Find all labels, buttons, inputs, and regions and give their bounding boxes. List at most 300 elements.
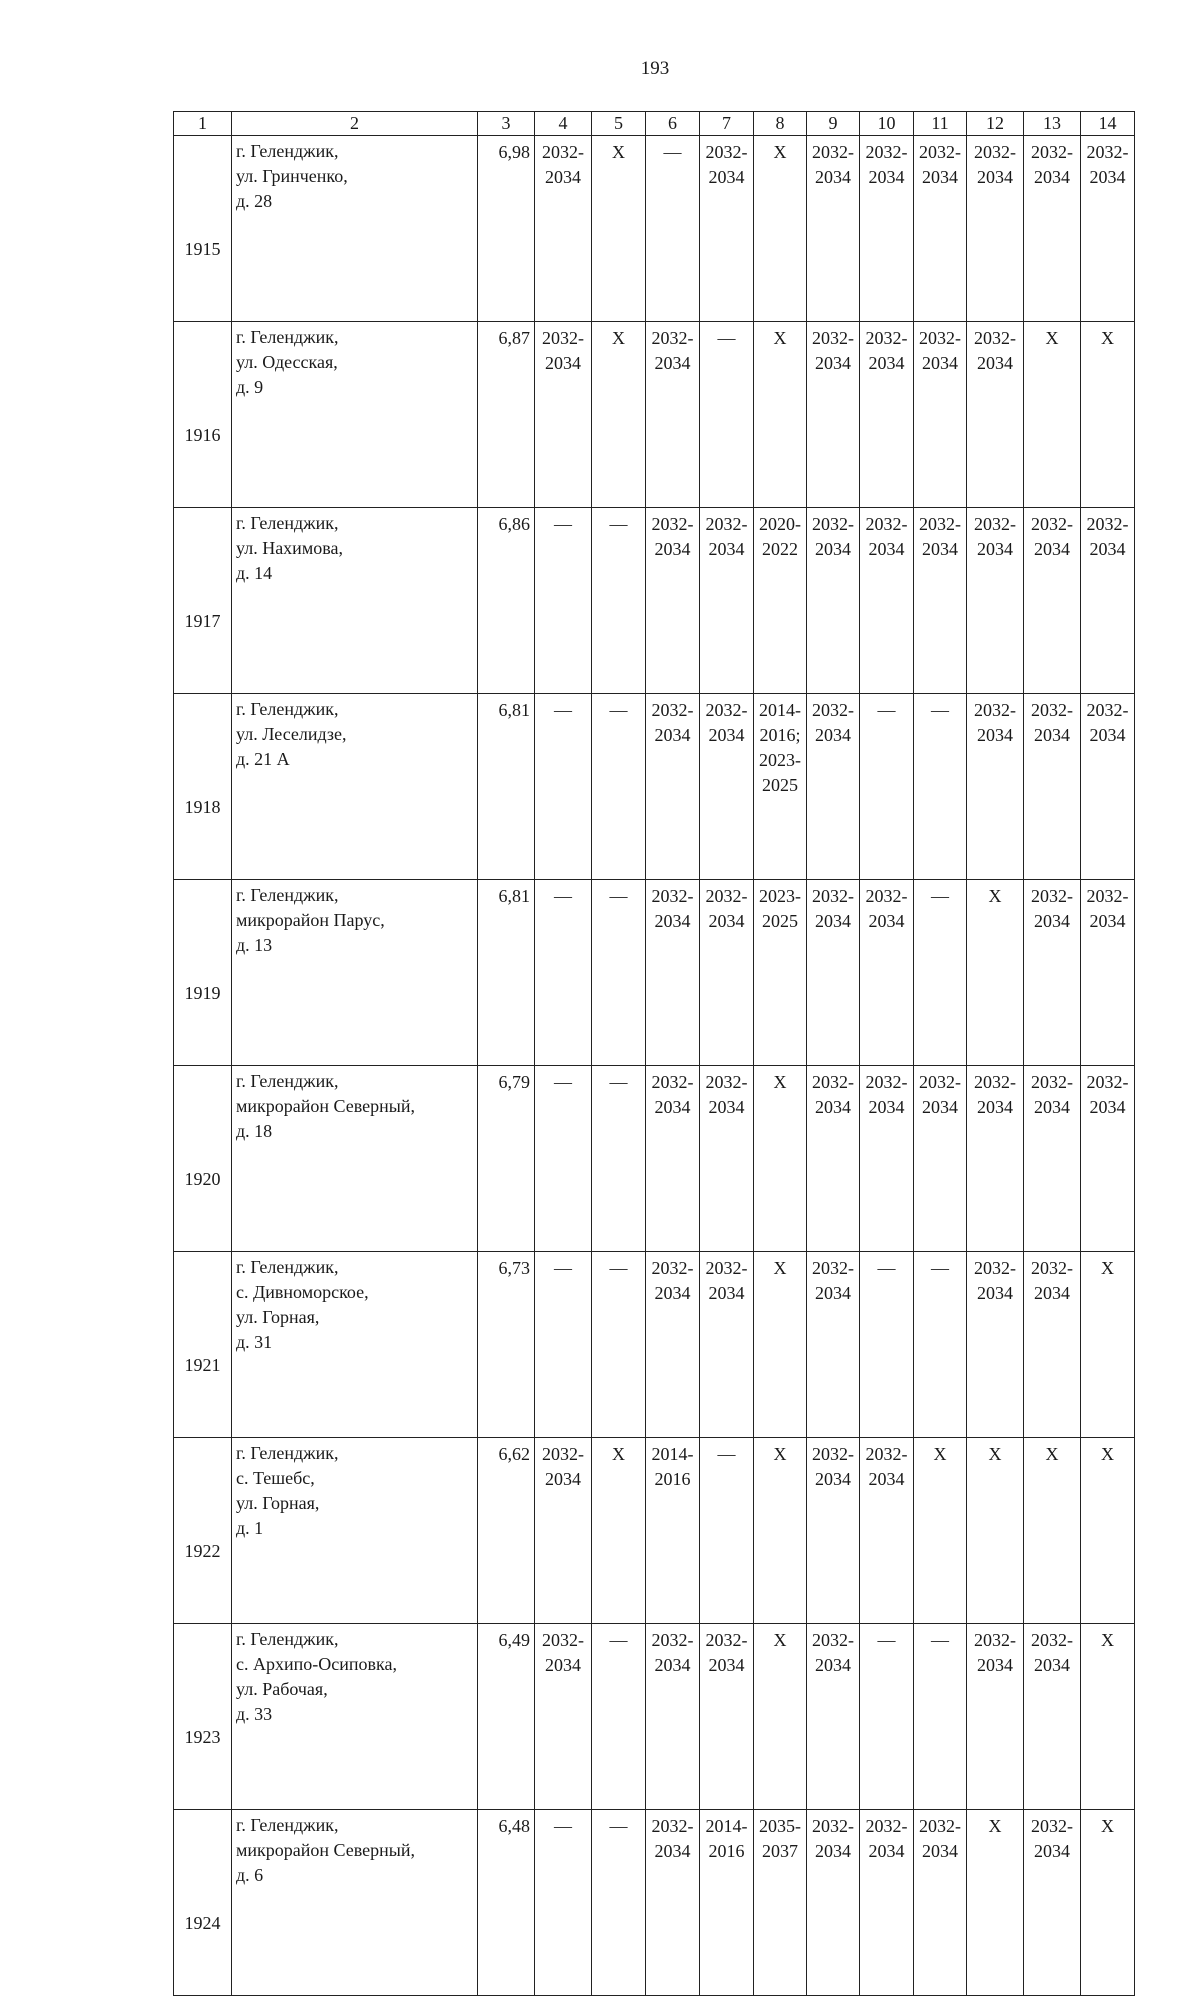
period-cell — [860, 1624, 914, 1810]
period-text: 2023- — [759, 886, 801, 906]
period-cell — [807, 322, 860, 508]
period-text: 2034 — [815, 1841, 851, 1861]
period-cell — [914, 1438, 967, 1624]
period-text: 2034 — [654, 1097, 691, 1117]
period-text: 2034 — [977, 539, 1013, 559]
value-cell: 6,62 — [478, 1438, 535, 1624]
period-cell — [914, 1810, 967, 1996]
period-text: 2034 — [654, 1655, 691, 1675]
period-cell — [700, 1624, 754, 1810]
period-text: X — [1101, 1258, 1114, 1278]
period-cell — [967, 1624, 1024, 1810]
period-text: — — [717, 328, 736, 348]
period-text: 2034 — [654, 539, 691, 559]
address-line: г. Геленджик, — [236, 1815, 339, 1835]
period-text: 2032- — [705, 1072, 748, 1092]
period-cell — [592, 1810, 646, 1996]
address-line: г. Геленджик, — [236, 699, 339, 719]
period-text: 2032- — [1086, 1072, 1129, 1092]
period-cell — [535, 136, 592, 322]
period-text: 2032- — [919, 1816, 961, 1836]
period-text: 2032- — [812, 886, 854, 906]
address-line: г. Геленджик, — [236, 1071, 339, 1091]
period-text: 2034 — [708, 167, 745, 187]
period-cell — [592, 880, 646, 1066]
period-cell — [860, 1438, 914, 1624]
period-text: 2034 — [1034, 1841, 1070, 1861]
period-text: X — [773, 1258, 787, 1278]
period-text: 2034 — [815, 539, 851, 559]
address-cell — [232, 1438, 478, 1624]
period-text: 2032- — [651, 1630, 694, 1650]
value-cell: 6,81 — [478, 880, 535, 1066]
period-text: 2034 — [708, 1283, 745, 1303]
period-text: 2034 — [922, 167, 958, 187]
period-text: — — [554, 1258, 572, 1278]
period-text: 2032- — [705, 886, 748, 906]
period-cell — [807, 1252, 860, 1438]
period-cell — [700, 694, 754, 880]
period-cell — [1024, 508, 1081, 694]
period-cell — [1081, 322, 1135, 508]
period-cell — [1024, 136, 1081, 322]
column-header-5: 5 — [592, 112, 646, 136]
period-text: 2032- — [651, 1072, 694, 1092]
period-cell — [807, 1624, 860, 1810]
column-header-7: 7 — [700, 112, 754, 136]
period-cell — [1081, 1624, 1135, 1810]
period-cell — [700, 322, 754, 508]
address-line: г. Геленджик, — [236, 1257, 339, 1277]
period-text: 2032- — [974, 700, 1016, 720]
value-cell: 6,86 — [478, 508, 535, 694]
period-cell — [860, 136, 914, 322]
period-text: 2032- — [812, 514, 854, 534]
address-line: ул. Горная, — [236, 1493, 320, 1513]
period-text: — — [554, 514, 572, 534]
period-text: 2032- — [1031, 700, 1073, 720]
period-text: 2032- — [542, 328, 584, 348]
period-text: X — [612, 328, 625, 348]
address-line: г. Геленджик, — [236, 513, 339, 533]
period-text: 2034 — [1034, 539, 1070, 559]
period-cell — [860, 1066, 914, 1252]
period-cell — [646, 1066, 700, 1252]
address-line: с. Тешебс, — [236, 1468, 315, 1488]
period-cell — [646, 322, 700, 508]
period-text: 2016 — [708, 1841, 745, 1861]
period-cell — [700, 1438, 754, 1624]
row-number: 1919 — [174, 880, 232, 1066]
table-row — [174, 1438, 1135, 1624]
period-text: 2034 — [1089, 1097, 1126, 1117]
period-text: X — [773, 328, 787, 348]
period-cell — [646, 508, 700, 694]
period-text: X — [612, 1444, 625, 1464]
period-text: 2032- — [1086, 700, 1129, 720]
period-cell — [700, 136, 754, 322]
table-row — [174, 1252, 1135, 1438]
period-text: 2034 — [815, 1655, 851, 1675]
period-cell — [860, 880, 914, 1066]
address-cell — [232, 1066, 478, 1252]
period-cell — [860, 1252, 914, 1438]
value-cell: 6,73 — [478, 1252, 535, 1438]
period-text: 2034 — [708, 1655, 745, 1675]
value-cell: 6,79 — [478, 1066, 535, 1252]
period-cell — [646, 1252, 700, 1438]
period-text: — — [609, 1630, 628, 1650]
period-text: X — [988, 1816, 1002, 1836]
value-cell: 6,81 — [478, 694, 535, 880]
period-text: 2034 — [977, 725, 1013, 745]
row-number: 1921 — [174, 1252, 232, 1438]
period-text: 2034 — [868, 911, 905, 931]
period-text: 2035- — [759, 1816, 801, 1836]
period-cell — [1081, 1252, 1135, 1438]
period-cell — [754, 1624, 807, 1810]
period-cell — [592, 694, 646, 880]
period-text: 2034 — [868, 539, 905, 559]
address-line: ул. Леселидзе, — [236, 724, 347, 744]
period-cell — [914, 1252, 967, 1438]
column-header-12: 12 — [967, 112, 1024, 136]
period-text: 2037 — [762, 1841, 798, 1861]
table-row — [174, 322, 1135, 508]
column-header-6: 6 — [646, 112, 700, 136]
period-cell — [754, 322, 807, 508]
address-line: ул. Нахимова, — [236, 538, 343, 558]
address-line: д. 9 — [236, 377, 264, 397]
table-row — [174, 880, 1135, 1066]
period-text: 2032- — [974, 142, 1016, 162]
address-line: микрорайон Северный, — [236, 1840, 415, 1860]
period-cell — [860, 694, 914, 880]
address-line: г. Геленджик, — [236, 885, 339, 905]
period-text: 2032- — [705, 1258, 748, 1278]
period-cell — [967, 1066, 1024, 1252]
period-cell — [914, 322, 967, 508]
period-text: 2032- — [812, 1816, 854, 1836]
period-text: 2034 — [922, 1097, 958, 1117]
period-cell — [592, 136, 646, 322]
period-cell — [807, 694, 860, 880]
address-line: микрорайон Парус, — [236, 910, 385, 930]
period-text: 2032- — [1031, 886, 1073, 906]
period-cell — [914, 1066, 967, 1252]
row-number: 1923 — [174, 1624, 232, 1810]
period-cell — [754, 508, 807, 694]
period-cell — [807, 136, 860, 322]
address-line: д. 18 — [236, 1121, 273, 1141]
period-text: 2032- — [865, 886, 908, 906]
period-text: 2032- — [542, 1630, 584, 1650]
period-text: 2032- — [651, 514, 694, 534]
period-cell — [535, 508, 592, 694]
period-text: — — [931, 886, 949, 906]
period-text: 2034 — [1089, 167, 1126, 187]
period-cell — [914, 136, 967, 322]
period-cell — [592, 1624, 646, 1810]
period-text: 2034 — [654, 911, 691, 931]
period-cell — [754, 1066, 807, 1252]
address-line: ул. Горная, — [236, 1307, 320, 1327]
period-cell — [807, 1066, 860, 1252]
period-text: 2034 — [545, 1655, 581, 1675]
period-cell — [1081, 1438, 1135, 1624]
period-text: 2023- — [759, 750, 801, 770]
column-header-8: 8 — [754, 112, 807, 136]
row-number: 1920 — [174, 1066, 232, 1252]
row-number: 1916 — [174, 322, 232, 508]
period-cell — [700, 880, 754, 1066]
period-text: 2034 — [868, 353, 905, 373]
period-text: 2032- — [812, 700, 854, 720]
period-text: 2032- — [865, 328, 908, 348]
period-text: 2032- — [1031, 514, 1073, 534]
address-line: д. 33 — [236, 1704, 273, 1724]
period-text: 2034 — [708, 539, 745, 559]
period-text: 2034 — [815, 353, 851, 373]
period-cell — [592, 1438, 646, 1624]
period-cell — [592, 322, 646, 508]
period-text: 2032- — [974, 1072, 1016, 1092]
address-line: д. 28 — [236, 191, 273, 211]
period-text: X — [1101, 1444, 1114, 1464]
period-text: 2032- — [919, 328, 961, 348]
period-text: 2025 — [762, 775, 798, 795]
period-text: 2032- — [705, 142, 748, 162]
period-text: 2034 — [654, 725, 691, 745]
address-line: г. Геленджик, — [236, 1443, 339, 1463]
address-line: ул. Гринченко, — [236, 166, 348, 186]
period-cell — [592, 508, 646, 694]
address-cell — [232, 1810, 478, 1996]
period-text: 2032- — [974, 328, 1016, 348]
period-text: 2034 — [708, 1097, 745, 1117]
period-cell — [754, 1252, 807, 1438]
period-cell — [1024, 880, 1081, 1066]
data-table — [173, 111, 1135, 1996]
period-text: — — [554, 886, 572, 906]
period-text: 2034 — [868, 1097, 905, 1117]
period-cell — [1081, 1066, 1135, 1252]
period-cell — [967, 694, 1024, 880]
period-cell — [1024, 1810, 1081, 1996]
period-cell — [535, 1438, 592, 1624]
period-cell — [1024, 1252, 1081, 1438]
period-text: 2034 — [868, 1841, 905, 1861]
period-text: 2034 — [977, 1097, 1013, 1117]
address-line: с. Архипо-Осиповка, — [236, 1654, 397, 1674]
period-cell — [967, 1810, 1024, 1996]
period-cell — [646, 1624, 700, 1810]
period-cell — [967, 880, 1024, 1066]
period-cell — [1081, 508, 1135, 694]
period-text: X — [773, 1630, 787, 1650]
period-text: 2025 — [762, 911, 798, 931]
period-cell — [914, 694, 967, 880]
period-cell — [754, 1438, 807, 1624]
column-header-4: 4 — [535, 112, 592, 136]
period-text: — — [877, 1258, 896, 1278]
period-text: — — [931, 1630, 949, 1650]
period-text: 2034 — [1034, 1283, 1070, 1303]
period-text: 2032- — [1031, 1258, 1073, 1278]
row-number: 1922 — [174, 1438, 232, 1624]
period-cell — [1024, 1438, 1081, 1624]
period-text: — — [931, 1258, 949, 1278]
table-row — [174, 508, 1135, 694]
period-text: — — [609, 700, 628, 720]
period-text: 2034 — [545, 353, 581, 373]
address-cell — [232, 1252, 478, 1438]
period-text: 2034 — [977, 353, 1013, 373]
period-text: 2034 — [545, 1469, 581, 1489]
period-cell — [700, 508, 754, 694]
address-line: г. Геленджик, — [236, 1629, 339, 1649]
column-header-9: 9 — [807, 112, 860, 136]
period-cell — [700, 1252, 754, 1438]
row-number: 1918 — [174, 694, 232, 880]
period-text: 2032- — [1086, 142, 1129, 162]
header-row — [174, 112, 1135, 136]
period-text: 2034 — [868, 167, 905, 187]
table-row — [174, 1810, 1135, 1996]
period-text: 2032- — [1031, 1816, 1073, 1836]
period-cell — [1024, 1066, 1081, 1252]
period-text: — — [609, 514, 628, 534]
period-text: 2032- — [865, 142, 908, 162]
period-cell — [535, 1624, 592, 1810]
period-text: 2032- — [542, 1444, 584, 1464]
period-cell — [646, 1438, 700, 1624]
row-number: 1915 — [174, 136, 232, 322]
period-text: 2032- — [919, 142, 961, 162]
address-line: д. 1 — [236, 1518, 264, 1538]
address-line: микрорайон Северный, — [236, 1096, 415, 1116]
period-cell — [1024, 322, 1081, 508]
address-line: г. Геленджик, — [236, 327, 339, 347]
period-cell — [807, 508, 860, 694]
period-text: 2034 — [1089, 725, 1126, 745]
period-text: 2032- — [705, 1630, 748, 1650]
period-text: 2034 — [1034, 725, 1070, 745]
period-cell — [1024, 1624, 1081, 1810]
period-text: 2034 — [1034, 1655, 1070, 1675]
period-text: 2032- — [1086, 514, 1129, 534]
period-text: 2014- — [759, 700, 801, 720]
period-text: 2016 — [654, 1469, 691, 1489]
period-text: 2032- — [812, 1072, 854, 1092]
period-cell — [967, 1252, 1024, 1438]
period-cell — [700, 1810, 754, 1996]
period-text: 2032- — [812, 1444, 854, 1464]
period-text: — — [663, 142, 682, 162]
period-text: — — [554, 1816, 572, 1836]
period-text: X — [773, 1444, 787, 1464]
address-cell — [232, 694, 478, 880]
period-text: 2034 — [922, 353, 958, 373]
period-text: — — [609, 886, 628, 906]
table-row — [174, 136, 1135, 322]
period-cell — [860, 322, 914, 508]
period-cell — [1081, 136, 1135, 322]
row-number: 1917 — [174, 508, 232, 694]
period-text: 2034 — [977, 1283, 1013, 1303]
period-cell — [592, 1066, 646, 1252]
table-row — [174, 1624, 1135, 1810]
period-cell — [967, 1438, 1024, 1624]
table-row — [174, 694, 1135, 880]
period-text: 2032- — [542, 142, 584, 162]
period-text: X — [1045, 1444, 1059, 1464]
period-text: 2032- — [865, 1816, 908, 1836]
period-text: 2034 — [1034, 911, 1070, 931]
period-text: 2020- — [759, 514, 801, 534]
period-text: 2034 — [815, 167, 851, 187]
address-line: д. 31 — [236, 1332, 273, 1352]
value-cell: 6,87 — [478, 322, 535, 508]
period-text: X — [1101, 328, 1114, 348]
period-text: 2032- — [919, 514, 961, 534]
period-cell — [754, 880, 807, 1066]
period-text: 2014- — [705, 1816, 748, 1836]
period-cell — [807, 880, 860, 1066]
period-text: X — [773, 1072, 787, 1092]
column-header-3: 3 — [478, 112, 535, 136]
period-cell — [1081, 880, 1135, 1066]
period-text: 2022 — [762, 539, 798, 559]
page-number: 193 — [640, 58, 670, 79]
period-cell — [1024, 694, 1081, 880]
period-text: 2034 — [708, 911, 745, 931]
period-text: — — [931, 700, 949, 720]
period-cell — [535, 694, 592, 880]
period-text: 2032- — [812, 328, 854, 348]
period-text: 2034 — [545, 167, 581, 187]
period-text: — — [609, 1816, 628, 1836]
table-row — [174, 1066, 1135, 1252]
period-cell — [807, 1438, 860, 1624]
column-header-13: 13 — [1024, 112, 1081, 136]
period-text: X — [1045, 328, 1059, 348]
period-cell — [535, 1066, 592, 1252]
column-header-11: 11 — [914, 112, 967, 136]
period-text: — — [877, 700, 896, 720]
period-text: — — [609, 1258, 628, 1278]
value-cell: 6,48 — [478, 1810, 535, 1996]
period-text: 2034 — [1089, 911, 1126, 931]
period-cell — [754, 136, 807, 322]
period-cell — [860, 1810, 914, 1996]
period-cell — [535, 1252, 592, 1438]
row-number: 1924 — [174, 1810, 232, 1996]
period-text: X — [988, 886, 1002, 906]
period-text: 2032- — [1031, 1630, 1073, 1650]
period-text: 2034 — [977, 167, 1013, 187]
period-text: 2034 — [654, 353, 691, 373]
address-cell — [232, 508, 478, 694]
period-text: — — [609, 1072, 628, 1092]
period-text: 2032- — [865, 514, 908, 534]
period-text: 2034 — [708, 725, 745, 745]
period-text: 2032- — [651, 1258, 694, 1278]
period-text: 2032- — [812, 142, 854, 162]
period-text: 2032- — [865, 1444, 908, 1464]
address-line: г. Геленджик, — [236, 141, 339, 161]
period-cell — [1081, 1810, 1135, 1996]
